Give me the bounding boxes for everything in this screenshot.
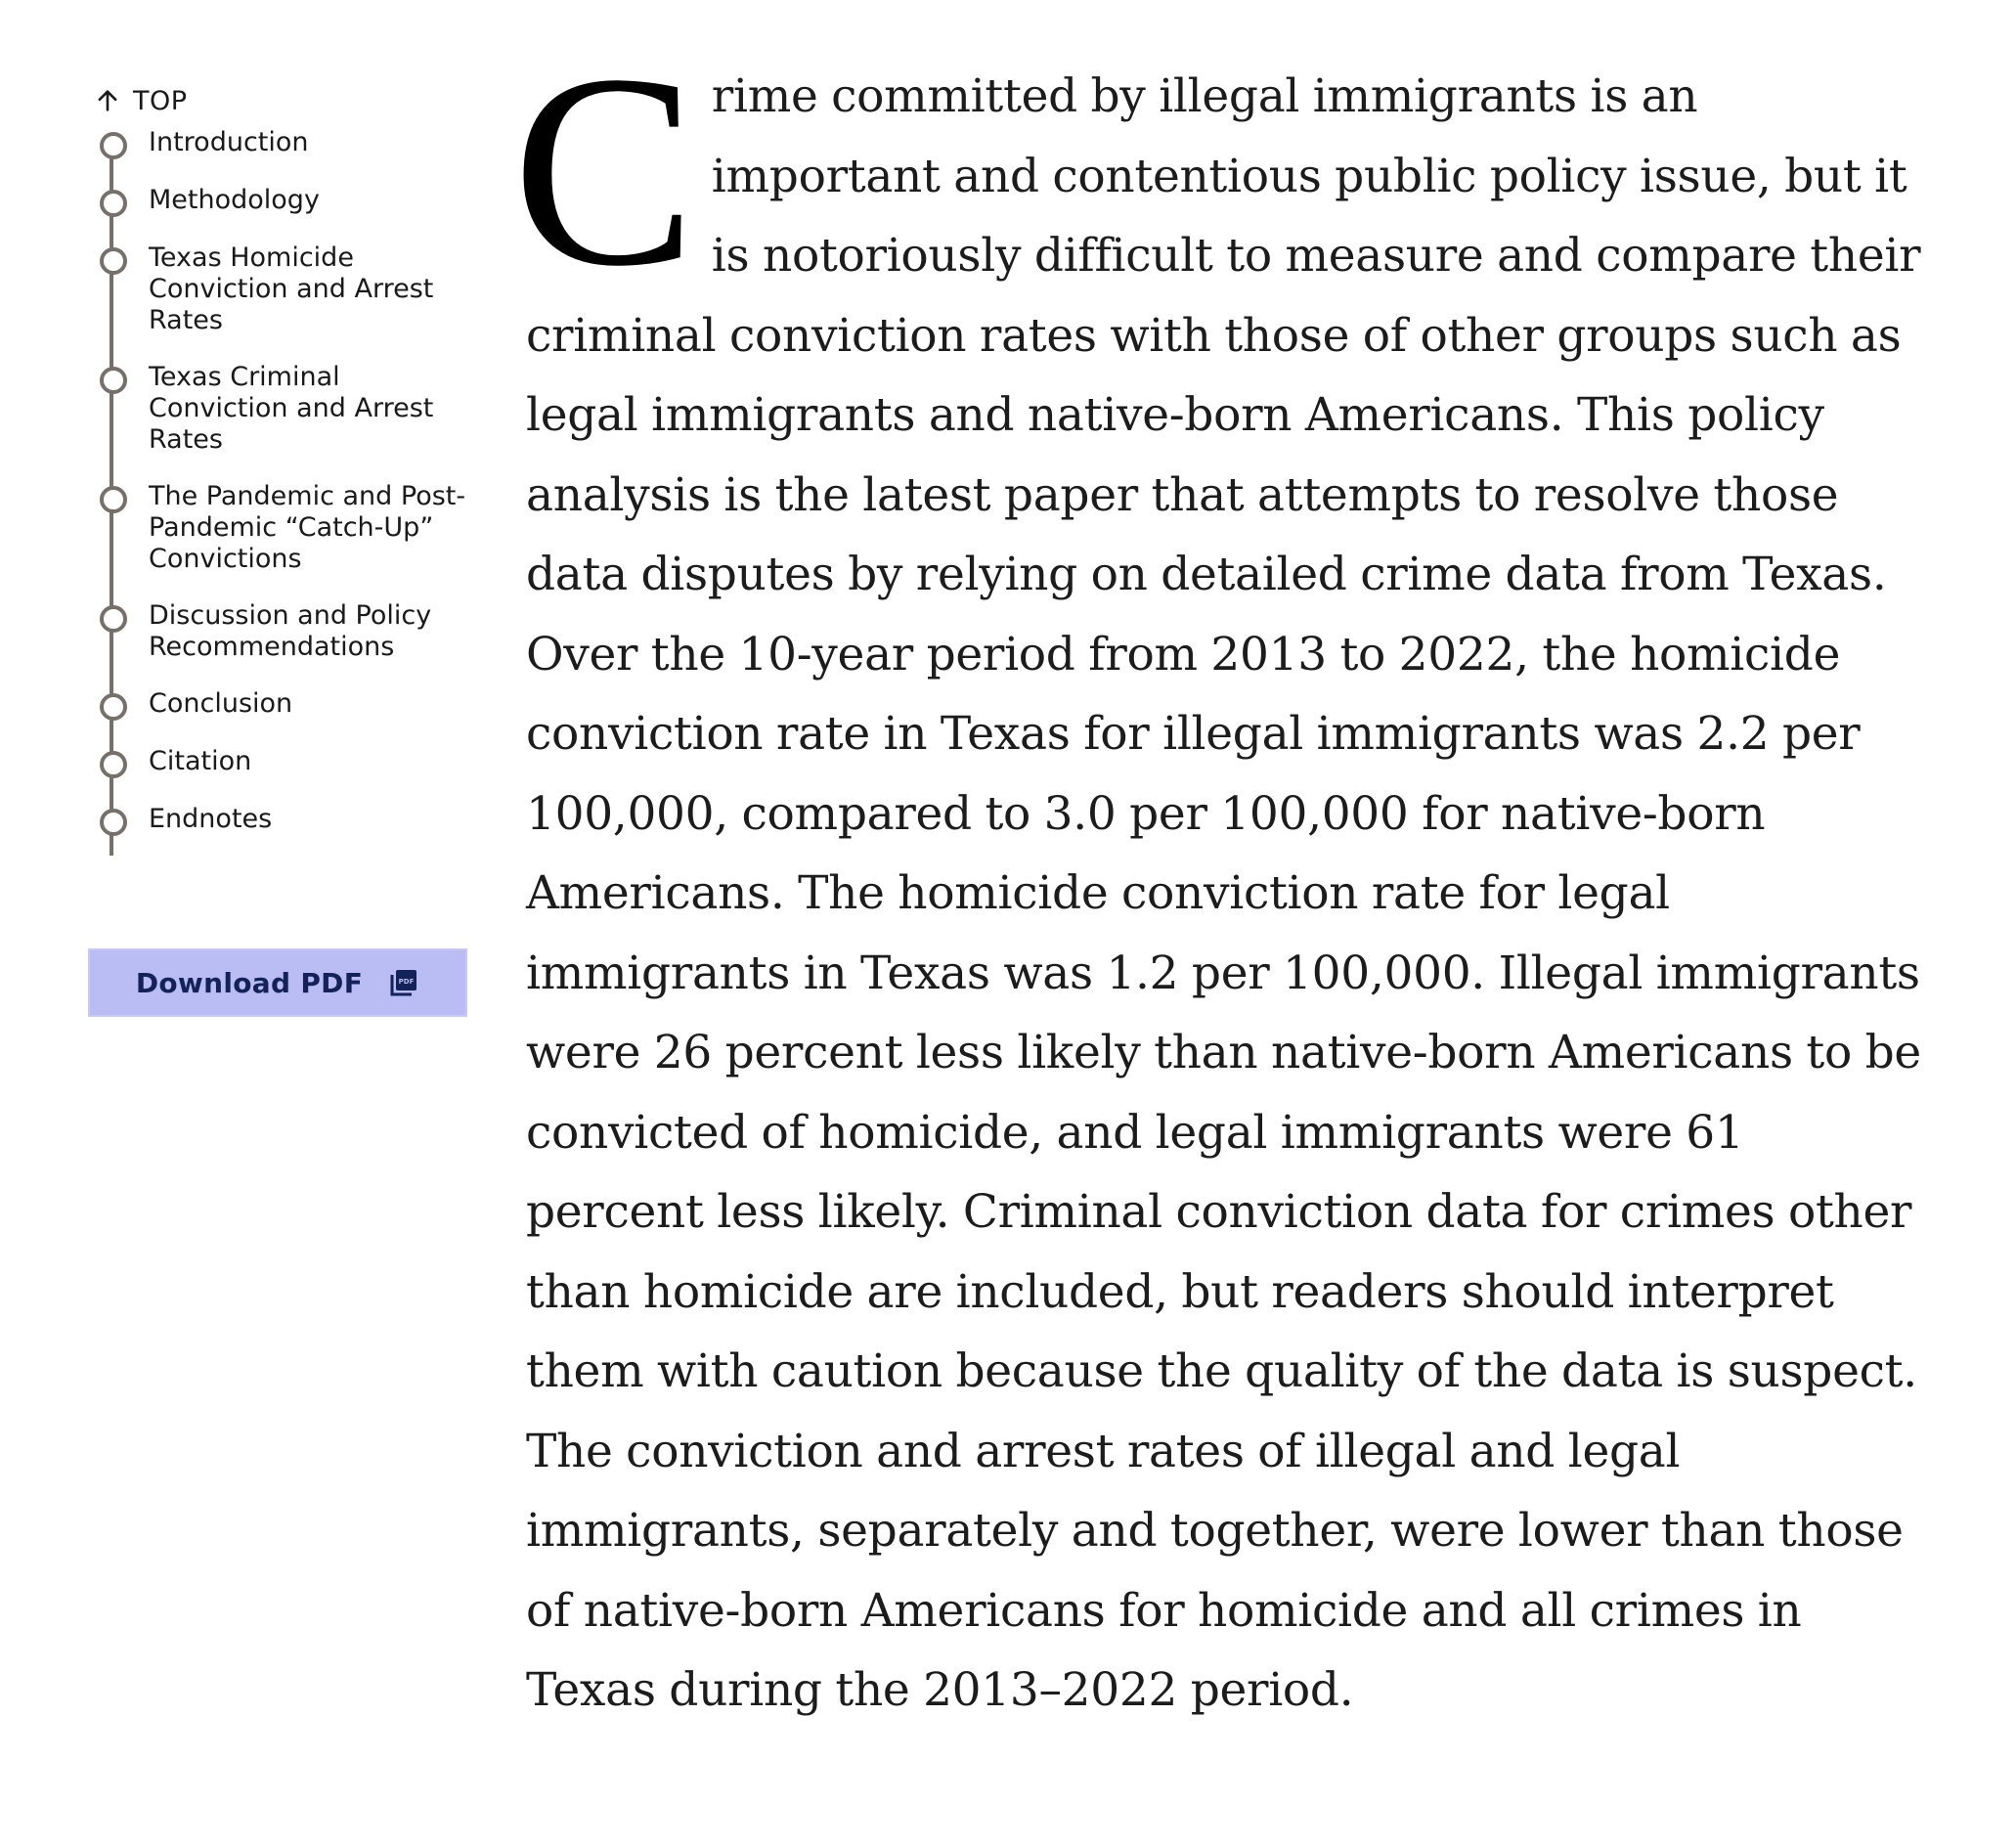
toc-item-label: Conclusion xyxy=(149,688,293,719)
toc-item-introduction[interactable] xyxy=(88,127,479,159)
toc-item-criminal-rates[interactable] xyxy=(88,362,479,456)
toc-item-label: Texas Homicide Conviction and Arrest Rates xyxy=(149,242,434,335)
timeline-dot xyxy=(100,751,127,778)
toc-item-methodology[interactable] xyxy=(88,185,479,217)
timeline-dot xyxy=(100,605,127,633)
toc-list xyxy=(88,127,479,836)
toc-item-conclusion[interactable] xyxy=(88,688,479,721)
drop-cap: C xyxy=(512,18,696,323)
toc-item-label: Endnotes xyxy=(149,804,273,834)
arrow-up-icon xyxy=(94,87,121,114)
svg-text:PDF: PDF xyxy=(398,978,415,986)
article-body xyxy=(512,18,1924,1731)
toc-item-label: Methodology xyxy=(149,185,320,215)
toc-item-label: Introduction xyxy=(149,127,309,157)
toc-item-label: Texas Criminal Conviction and Arrest Rates xyxy=(149,362,434,455)
timeline-dot xyxy=(100,367,127,394)
download-pdf-label: Download PDF xyxy=(135,966,364,999)
table-of-contents xyxy=(88,78,479,861)
pdf-icon xyxy=(388,967,419,998)
toc-item-label: The Pandemic and Post-Pandemic “Catch-Up” Convictions xyxy=(149,481,466,574)
toc-item-label: Discussion and Policy Recommendations xyxy=(149,600,432,662)
timeline-dot xyxy=(100,486,127,513)
download-pdf-button[interactable] xyxy=(88,948,467,1017)
toc-item-homicide-rates[interactable] xyxy=(88,242,479,336)
top-label: TOP xyxy=(133,85,188,116)
toc-item-citation[interactable] xyxy=(88,746,479,778)
timeline-dot xyxy=(100,693,127,721)
timeline-dot xyxy=(100,132,127,159)
toc-item-discussion[interactable] xyxy=(88,600,479,663)
toc-item-endnotes[interactable] xyxy=(88,804,479,836)
toc-item-pandemic[interactable] xyxy=(88,481,479,575)
back-to-top-link[interactable] xyxy=(88,78,479,123)
timeline-dot xyxy=(100,247,127,275)
timeline-dot xyxy=(100,809,127,836)
timeline-dot xyxy=(100,190,127,217)
toc-item-label: Citation xyxy=(149,746,252,776)
article-paragraph: rime committed by illegal immigrants is an important and contentious public policy issue, but it is notoriously difficult to measure and compare their criminal conviction rates with those of other groups such as legal immigrants and native-born Americans. This policy analysis is the latest paper that attempts to resolve those data disputes by relying on detailed crime data from Texas. Over the 10-year period from 2013 to 2022, the homicide conviction rate in Texas for illegal immigrants was 2.2 per 100,000, compared to 3.0 per 100,000 for native-born Americans. The homicide conviction rate for legal immigrants in Texas was 1.2 per 100,000. Illegal immigrants were 26 percent less likely than native-born Americans to be convicted of homicide, and legal immigrants were 61 percent less likely. Criminal conviction data for crimes other than homicide are included, but readers should interpret them with caution because the quality of the data is suspect. The conviction and arrest rates of illegal and legal immigrants, separately and together, were lower than those of native-born Americans for homicide and all crimes in Texas during the 2013–2022 period. xyxy=(526,69,1921,1717)
